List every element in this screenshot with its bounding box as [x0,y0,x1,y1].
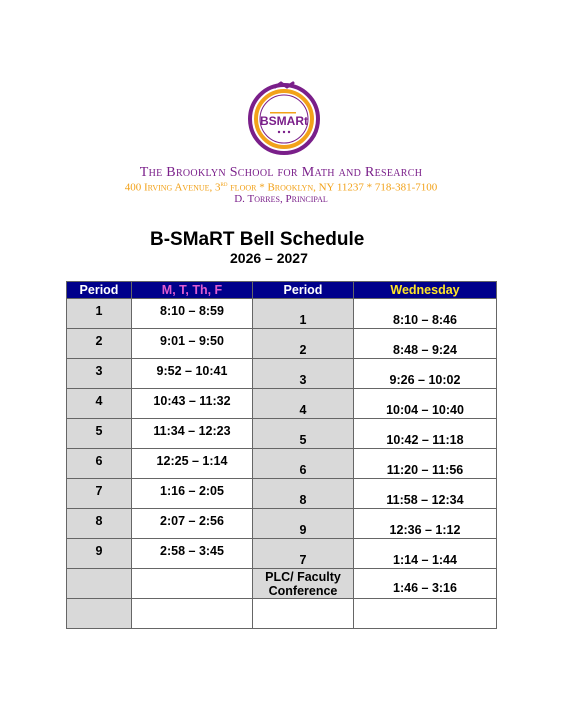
time-cell: 11:58 – 12:34 [354,479,497,509]
period-cell: 5 [67,419,132,449]
period-cell: 2 [67,329,132,359]
time-cell: 10:04 – 10:40 [354,389,497,419]
time-cell: 9:01 – 9:50 [132,329,253,359]
table-row [67,419,497,449]
time-cell: 12:36 – 1:12 [354,509,497,539]
period-cell: 9 [67,539,132,569]
time-cell: 9:52 – 10:41 [132,359,253,389]
period-cell: 8 [253,479,354,509]
period-cell [67,599,132,629]
time-cell [132,569,253,599]
time-cell: 8:48 – 9:24 [354,329,497,359]
period-cell: 7 [67,479,132,509]
time-cell: 2:07 – 2:56 [132,509,253,539]
table-row [67,479,497,509]
period-cell: 3 [67,359,132,389]
table-header-row [67,282,497,299]
time-cell [354,599,497,629]
table-row [67,389,497,419]
period-cell: 3 [253,359,354,389]
period-cell [67,569,132,599]
bell-schedule-table [66,281,497,629]
time-cell: 2:58 – 3:45 [132,539,253,569]
period-cell [253,599,354,629]
time-cell: 11:20 – 11:56 [354,449,497,479]
header-wednesday: Wednesday [354,282,497,299]
period-cell: 9 [253,509,354,539]
period-cell: 1 [253,299,354,329]
period-cell: 8 [67,509,132,539]
time-cell [132,599,253,629]
header-period-wednesday: Period [253,282,354,299]
time-cell: 8:10 – 8:59 [132,299,253,329]
time-cell: 9:26 – 10:02 [354,359,497,389]
table-row [67,449,497,479]
time-cell: 10:42 – 11:18 [354,419,497,449]
school-address [0,180,562,194]
period-cell: 6 [67,449,132,479]
logo-wordmark: BSMARt [260,114,308,128]
address-part: 400 Irving Avenue, 3 [124,181,221,194]
table-row [67,599,497,629]
time-cell: 10:43 – 11:32 [132,389,253,419]
period-cell: 7 [253,539,354,569]
period-cell: 4 [253,389,354,419]
header-regular-days: M, T, Th, F [132,282,253,299]
period-cell: 1 [67,299,132,329]
school-year: 2026 – 2027 [230,250,308,266]
page-title: B-SMaRT Bell Schedule [150,229,365,250]
school-logo [245,81,323,155]
period-cell: 4 [67,389,132,419]
time-cell: 1:46 – 3:16 [354,569,497,599]
table-row [67,569,497,599]
period-cell: 2 [253,329,354,359]
time-cell: 1:14 – 1:44 [354,539,497,569]
school-name: The Brooklyn School for Math and Research [139,165,423,180]
period-cell: 5 [253,419,354,449]
address-part: floor * Brooklyn, NY 11237 * 718-381-7100 [227,181,438,194]
plc-conference-cell: PLC/ Faculty Conference [253,569,354,599]
table-row [67,539,497,569]
time-cell: 11:34 – 12:23 [132,419,253,449]
time-cell: 12:25 – 1:14 [132,449,253,479]
table-row [67,299,497,329]
time-cell: 1:16 – 2:05 [132,479,253,509]
header-period-regular: Period [67,282,132,299]
table-row [67,329,497,359]
table-row [67,359,497,389]
period-cell: 6 [253,449,354,479]
table-row [67,509,497,539]
address-superscript: rd [220,180,228,188]
time-cell: 8:10 – 8:46 [354,299,497,329]
principal-name: D. Torres, Principal [234,193,328,205]
